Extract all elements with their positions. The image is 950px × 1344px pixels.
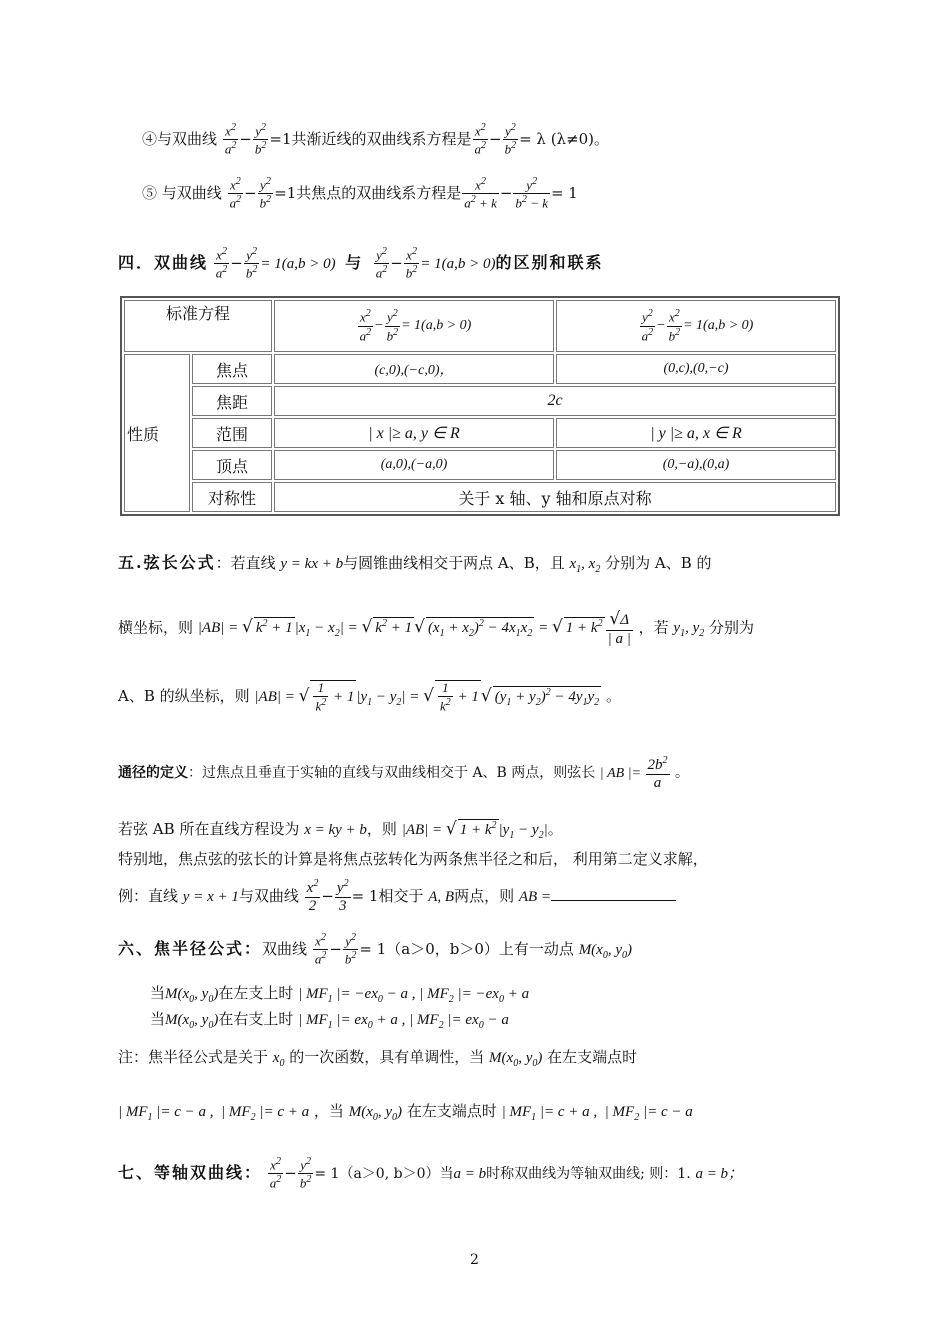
- frac-x2-a2: $\frac{x^2}{a^2}$: [224, 122, 237, 157]
- frac-x2-a2: $\frac{x^2}{a^2}$: [359, 308, 372, 343]
- page-number: 2: [470, 1252, 479, 1268]
- frac-y2-a2: $\frac{y^2}{a^2}$: [375, 246, 388, 281]
- row-label-focus: 焦点: [192, 354, 272, 384]
- section-5-line-1: 五.弦长公式：若直线 y = kx + b与圆锥曲线相交于两点 A、B，且 $x_1$, $x_2$ 分别为 A、B 的: [118, 553, 712, 575]
- frac-y2-b2: $\frac{y^2}{b^2}$: [254, 122, 267, 157]
- row-label-range: 范围: [192, 418, 272, 448]
- y1-y2: $y_1$, $y_2$: [673, 620, 705, 640]
- cell-range-1: | x |≥ a, y ∈ R: [274, 418, 554, 448]
- point-M: $M(x_0$, $y_0$): [578, 941, 633, 961]
- frac-x2-b2: $\frac{x^2}{b^2}$: [405, 246, 418, 281]
- example-line: 例：直线 y = x + 1与双曲线 $\frac{x^2}{2}$ − $\frac{y^2}{3}$ = 1相交于 A, B两点，则 AB =: [118, 878, 676, 916]
- section-6-line-1: 六、焦半径公式：双曲线 $\frac{x^2}{a^2}$ − $\frac{y^2}{b^2}$ = 1（a＞0，b＞0）上有一动点 $M(x_0$, $y_0$): [118, 932, 633, 967]
- line-4: ④与双曲线 $\frac{x^2}{a^2}$ − $\frac{y^2}{b^2}$ =1共渐近线的双曲线系方程是 $\frac{x^2}{a^2}$ − $\frac{y^2}{b^2}$ = λ (λ≠0)。: [142, 122, 610, 157]
- cell-vertex-2: (0,−a),(0,a): [556, 450, 836, 480]
- row-label-symmetry: 对称性: [192, 482, 272, 512]
- frac-x2-a2: $\frac{x^2}{a^2}$: [474, 122, 487, 157]
- frac-y2-a2: $\frac{y^2}{a^2}$: [641, 308, 654, 343]
- frac-x2-b2: $\frac{x^2}{b^2}$: [668, 308, 681, 343]
- section-5-line-3: A、B 的纵坐标，则 |AB| = √ $\frac{1}{k^2}$ + 1 $|y_1 - y_2|$ = √ $\frac{1}{k^2}$ + 1 √ $(y_1 + y_2)^2 - 4y_1y_2$ 。: [118, 680, 621, 714]
- latus-rectum-formula: | AB |= $\frac{2b^2}{a}$: [599, 755, 668, 792]
- comparison-table: [120, 296, 840, 516]
- circle-4: ④: [142, 129, 158, 148]
- section-6-note-1: 注：焦半径公式是关于 $x_0$ 的一次函数，具有单调性，当 $M(x_0$, $y_0$) 在左支端点时: [118, 1048, 638, 1069]
- frac-x2-a2: $\frac{x^2}{a^2}$: [229, 176, 242, 211]
- cell-focus-2: (0,c),(0,−c): [556, 354, 836, 384]
- row-label-vertex: 顶点: [192, 450, 272, 480]
- frac-y2-b2: $\frac{y^2}{b^2}$: [344, 932, 357, 967]
- formula-left-branch: | $MF_1$ |= $-ex_0 - a$ , | $MF_2$ |= $-ex_0 + a$: [298, 986, 530, 1005]
- section-4-heading: 四．双曲线 $\frac{x^2}{a^2}$ − $\frac{y^2}{b^2}$ = 1(a,b > 0) 与 $\frac{y^2}{a^2}$ − $\frac{x^2}{b^2}$ = 1(a,b > 0)的区别和联系: [118, 246, 604, 281]
- frac-y2-3: $\frac{y^2}{3}$: [336, 878, 349, 915]
- section-7-line: 七、等轴双曲线： $\frac{x^2}{a^2}$ − $\frac{y^2}{b^2}$ = 1（a＞0, b＞0）当a = b时称双曲线为等轴双曲线; 则：1. a = b；: [118, 1156, 744, 1191]
- latus-rectum-line: 通径的定义：过焦点且垂直于实轴的直线与双曲线相交于 A、B 两点，则弦长 | AB |= $\frac{2b^2}{a}$ 。: [118, 755, 689, 792]
- point-M: $M(x_0$, $y_0$): [165, 986, 219, 1005]
- point-M: $M(x_0$, $y_0$): [489, 1050, 543, 1069]
- row-label-focal-distance: 焦距: [192, 386, 272, 416]
- chord-formula-y: |AB| = √ $\frac{1}{k^2}$ + 1 $|y_1 - y_2|$ = √ $\frac{1}{k^2}$ + 1 √ $(y_1 + y_2)^2 - 4y_1y_2$: [254, 680, 600, 714]
- frac-x2-a2: $\frac{x^2}{a^2}$: [314, 932, 327, 967]
- chord-formula-x: |AB| = √ $k^2 + 1$ $|x_1 - x_2|$ = √ $k^2 + 1$ √ $(x_1 + x_2)^2 - 4x_1x_2$ = √ $1 + k^2$ $\frac{√\Delta}{| a |}$: [197, 609, 631, 647]
- frac-x2-2: $\frac{x^2}{2}$: [306, 878, 319, 915]
- section-5-line-2: 横坐标，则 |AB| = √ $k^2 + 1$ $|x_1 - x_2|$ = √ $k^2 + 1$ √ $(x_1 + x_2)^2 - 4x_1x_2$ = √ $1 + k^2$ $\frac{√\Delta}{| a |}$ ，若 $y_1$, $y_2$ 分别为: [118, 609, 755, 647]
- x1-x2: $x_1$, $x_2$: [569, 556, 601, 575]
- cell-symmetry: 关于 x 轴、y 轴和原点对称: [274, 482, 836, 512]
- formula-right-branch: | $MF_1$ |= $ex_0 + a$ , | $MF_2$ |= $ex_0 - a$: [298, 1012, 509, 1031]
- special-line: 特别地，焦点弦的弦长的计算是将焦点弦转化为两条焦半径之和后， 利用第二定义求解，: [118, 850, 708, 868]
- frac-x2-a2: $\frac{x^2}{a^2}$: [269, 1156, 282, 1191]
- frac-x2-a2k: $\frac{x^2}{a^2 + k}$: [464, 176, 497, 211]
- frac-y2-b2: $\frac{y^2}{b^2}$: [386, 308, 399, 343]
- x0: $x_0$: [272, 1050, 285, 1069]
- formula-endpoint-a: | $MF_1$ |= c − a , | $MF_2$ |= c + a: [118, 1104, 310, 1123]
- frac-y2-b2: $\frac{y^2}{b^2}$: [504, 122, 517, 157]
- frac-y2-b2k: $\frac{y^2}{b^2 - k}$: [515, 176, 548, 211]
- point-M: $M(x_0$, $y_0$): [165, 1012, 219, 1031]
- header-standard-equation: 标准方程: [124, 300, 272, 352]
- chord-formula-ky: |AB| = √ $1 + k^2$ $|y_1 - y_2|$: [401, 819, 548, 841]
- chord-line: 若弦 AB 所在直线方程设为 x = ky + b，则 |AB| = √ $1 + k^2$ $|y_1 - y_2|$。: [118, 819, 563, 841]
- frac-x2-a2: $\frac{x^2}{a^2}$: [215, 246, 228, 281]
- section-6-line-2: 当$M(x_0$, $y_0$)在左支上时 | $MF_1$ |= $-ex_0 - a$ , | $MF_2$ |= $-ex_0 + a$: [150, 984, 530, 1005]
- cell-focal-distance: 2c: [274, 386, 836, 416]
- frac-y2-b2: $\frac{y^2}{b^2}$: [245, 246, 258, 281]
- formula-endpoint-b: | $MF_1$ |= c + a , | $MF_2$ |= c − a: [501, 1104, 693, 1123]
- answer-blank[interactable]: [551, 886, 676, 901]
- point-M: $M(x_0$, $y_0$): [348, 1104, 403, 1123]
- circle-5: ⑤: [142, 183, 158, 202]
- frac-y2-b2: $\frac{y^2}{b^2}$: [259, 176, 272, 211]
- header-eq-2: $\frac{y^2}{a^2}$ − $\frac{x^2}{b^2}$ = 1(a,b > 0): [556, 300, 836, 352]
- cell-focus-1: (c,0),(−c,0)，: [274, 354, 554, 384]
- header-eq-1: $\frac{x^2}{a^2}$ − $\frac{y^2}{b^2}$ = 1(a,b > 0): [274, 300, 554, 352]
- cell-vertex-1: (a,0),(−a,0): [274, 450, 554, 480]
- line-5: ⑤ 与双曲线 $\frac{x^2}{a^2}$ − $\frac{y^2}{b^2}$ =1共焦点的双曲线系方程是 $\frac{x^2}{a^2 + k}$ − $\frac{y^2}{b^2 - k}$ = 1: [142, 176, 578, 211]
- section-6-note-2: | $MF_1$ |= c − a , | $MF_2$ |= c + a ，当 $M(x_0$, $y_0$) 在左支端点时 | $MF_1$ |= c + a , | $MF_2$ |= c − a: [118, 1102, 693, 1123]
- group-properties: 性质: [124, 354, 190, 512]
- cell-range-2: | y |≥ a, x ∈ R: [556, 418, 836, 448]
- section-6-line-3: 当$M(x_0$, $y_0$)在右支上时 | $MF_1$ |= $ex_0 + a$ , | $MF_2$ |= $ex_0 - a$: [150, 1010, 509, 1031]
- frac-y2-b2: $\frac{y^2}{b^2}$: [299, 1156, 312, 1191]
